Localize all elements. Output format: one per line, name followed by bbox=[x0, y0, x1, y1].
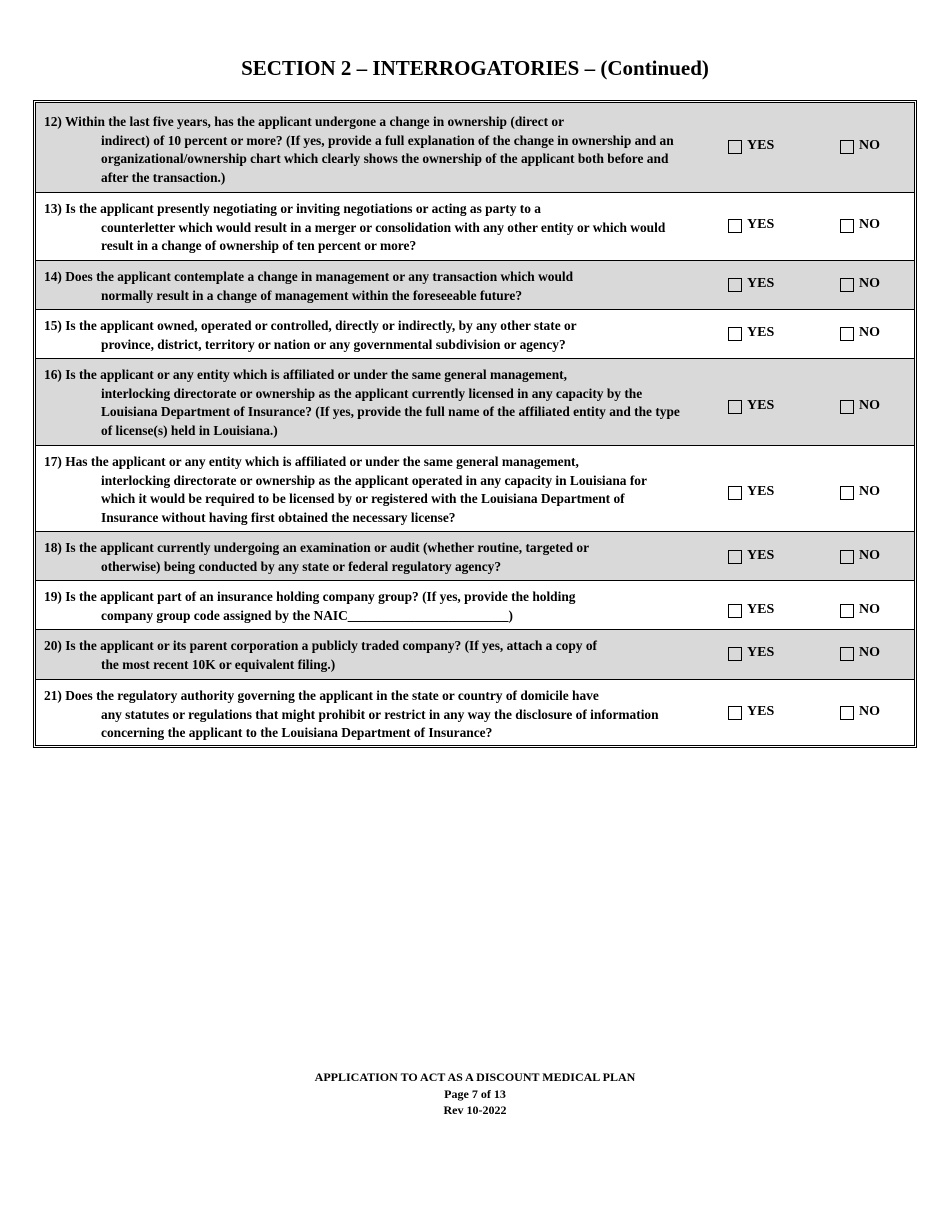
no-checkbox[interactable] bbox=[840, 604, 854, 618]
footer-page-number: Page 7 of 13 bbox=[444, 1086, 506, 1101]
no-option[interactable]: NO bbox=[840, 548, 880, 564]
footer-revision: Rev 10-2022 bbox=[443, 1103, 507, 1117]
no-checkbox[interactable] bbox=[840, 278, 854, 292]
no-option[interactable]: NO bbox=[840, 138, 880, 154]
no-option[interactable]: NO bbox=[840, 276, 880, 292]
question-text: 18) Is the applicant currently undergoing an examination or audit (whether routine, targeted or otherwise) being conducted by any state or federal regulatory agency? bbox=[44, 540, 590, 574]
no-option[interactable]: NO bbox=[840, 602, 880, 618]
yes-checkbox[interactable] bbox=[728, 400, 742, 414]
no-checkbox[interactable] bbox=[840, 706, 854, 720]
yes-checkbox[interactable] bbox=[728, 486, 742, 500]
question-row-15 bbox=[36, 309, 914, 358]
question-text: 13) Is the applicant presently negotiating or inviting negotiations or acting as party to a counterletter which would result in a merger or consolidation with any other entity or which would result in a change of ownership of ten percent or more? bbox=[44, 201, 666, 254]
yes-option[interactable]: YES bbox=[728, 398, 774, 414]
no-option[interactable]: NO bbox=[840, 398, 880, 414]
no-option[interactable]: NO bbox=[840, 325, 880, 341]
yes-checkbox[interactable] bbox=[728, 140, 742, 154]
question-text: 21) Does the regulatory authority governing the applicant in the state or country of domicile have any statutes or regulations that might prohibit or restrict in any way the disclosure of information concerning the applicant to the Louisiana Department of Insurance? bbox=[44, 688, 659, 741]
question-text: 16) Is the applicant or any entity which is affiliated or under the same general management, interlocking directorate or ownership as the applicant currently licensed in any capacity by the Louisiana Department of Insurance? (If yes, provide the full name of the affiliated entity and the type of license(s) held in Louisiana.) bbox=[44, 367, 680, 438]
footer-form-title: APPLICATION TO ACT AS A DISCOUNT MEDICAL PLAN bbox=[314, 1070, 636, 1084]
yes-option[interactable]: YES bbox=[728, 217, 774, 233]
yes-option[interactable]: YES bbox=[728, 276, 774, 292]
yes-checkbox[interactable] bbox=[728, 327, 742, 341]
question-row-13 bbox=[36, 192, 914, 260]
yes-checkbox[interactable] bbox=[728, 219, 742, 233]
question-text: 12) Within the last five years, has the applicant undergone a change in ownership (direct or indirect) of 10 percent or more? (If yes, provide a full explanation of the change in ownership and an organizational/ownership chart which clearly shows the ownership of the applicant both before and after the transaction.) bbox=[44, 114, 674, 185]
yes-checkbox[interactable] bbox=[728, 278, 742, 292]
no-checkbox[interactable] bbox=[840, 550, 854, 564]
yes-option[interactable]: YES bbox=[728, 138, 774, 154]
question-text: 15) Is the applicant owned, operated or controlled, directly or indirectly, by any other state or province, district, territory or nation or any governmental subdivision or agency? bbox=[44, 318, 577, 352]
yes-checkbox[interactable] bbox=[728, 604, 742, 618]
question-text: 17) Has the applicant or any entity which is affiliated or under the same general management, interlocking directorate or ownership as the applicant operated in any capacity in Louisiana for which it would be required to be licensed by or registered with the Louisiana Department of Insurance without having first obtained the necessary license? bbox=[44, 454, 647, 525]
question-text: 19) Is the applicant part of an insurance holding company group? (If yes, provide the holding company group code assigned by the NAIC________________________) bbox=[44, 589, 576, 623]
no-option[interactable]: NO bbox=[840, 704, 880, 720]
no-checkbox[interactable] bbox=[840, 327, 854, 341]
question-text: 14) Does the applicant contemplate a change in management or any transaction which would normally result in a change of management within the foreseeable future? bbox=[44, 269, 574, 303]
question-row-14 bbox=[36, 260, 914, 309]
no-checkbox[interactable] bbox=[840, 140, 854, 154]
yes-checkbox[interactable] bbox=[728, 647, 742, 661]
no-option[interactable]: NO bbox=[840, 645, 880, 661]
page-title: SECTION 2 – INTERROGATORIES – (Continued) bbox=[241, 56, 709, 80]
no-checkbox[interactable] bbox=[840, 219, 854, 233]
no-option[interactable]: NO bbox=[840, 217, 880, 233]
page-footer bbox=[0, 1069, 950, 1119]
yes-checkbox[interactable] bbox=[728, 706, 742, 720]
question-text: 20) Is the applicant or its parent corporation a publicly traded company? (If yes, attach a copy of the most recent 10K or equivalent filing.) bbox=[44, 638, 597, 672]
question-row-19 bbox=[36, 580, 914, 629]
yes-option[interactable]: YES bbox=[728, 704, 774, 720]
no-option[interactable]: NO bbox=[840, 484, 880, 500]
question-row-16 bbox=[36, 358, 914, 445]
yes-option[interactable]: YES bbox=[728, 645, 774, 661]
question-row-17 bbox=[36, 445, 914, 531]
question-row-12 bbox=[36, 103, 914, 192]
yes-option[interactable]: YES bbox=[728, 484, 774, 500]
no-checkbox[interactable] bbox=[840, 486, 854, 500]
question-row-20 bbox=[36, 629, 914, 679]
no-checkbox[interactable] bbox=[840, 400, 854, 414]
yes-option[interactable]: YES bbox=[728, 548, 774, 564]
interrogatories-table bbox=[33, 100, 917, 748]
yes-option[interactable]: YES bbox=[728, 602, 774, 618]
question-row-21 bbox=[36, 679, 914, 745]
question-row-18 bbox=[36, 531, 914, 580]
yes-option[interactable]: YES bbox=[728, 325, 774, 341]
no-checkbox[interactable] bbox=[840, 647, 854, 661]
yes-checkbox[interactable] bbox=[728, 550, 742, 564]
